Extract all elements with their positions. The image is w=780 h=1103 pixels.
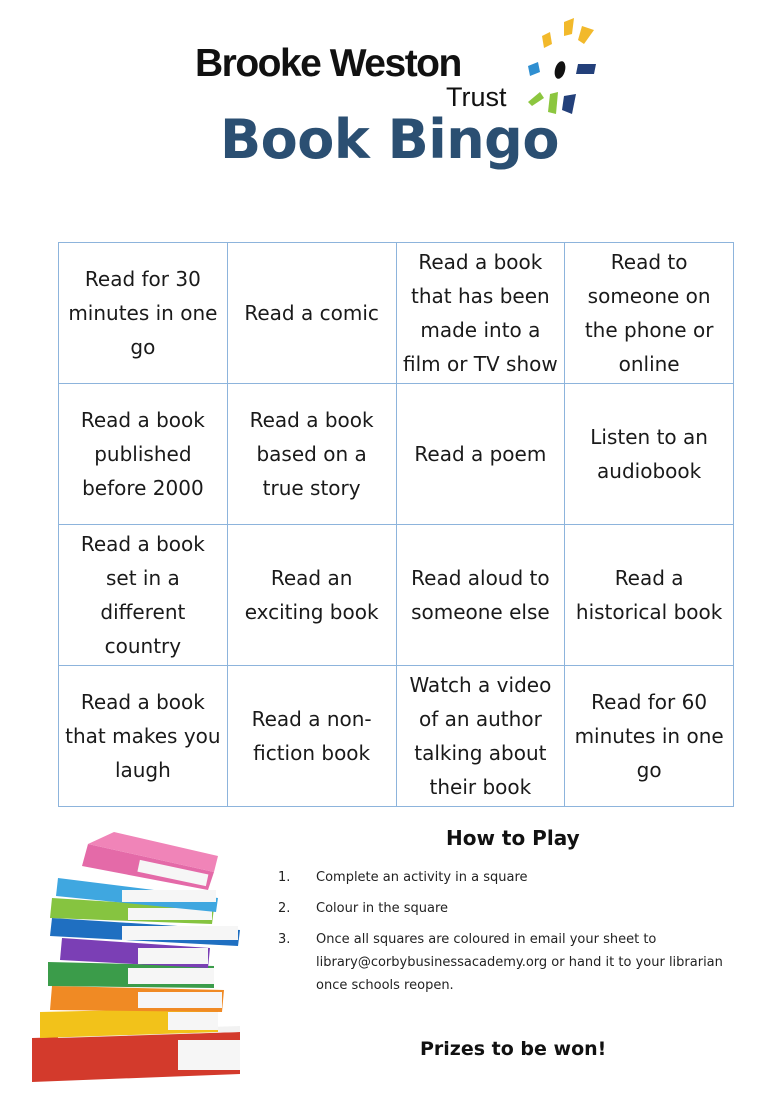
step-text: Colour in the square	[316, 901, 449, 916]
bingo-square[interactable]: Read a book based on a true story	[227, 384, 396, 525]
bingo-grid	[58, 242, 734, 807]
step-text: Complete an activity in a square	[316, 870, 528, 885]
bingo-square[interactable]: Read a non-fiction book	[227, 666, 396, 807]
prizes-note: Prizes to be won!	[420, 1038, 607, 1060]
list-item	[278, 928, 748, 997]
brand-name: Brooke Weston	[195, 42, 461, 85]
brand-sub: Trust	[446, 82, 507, 112]
bingo-square[interactable]: Read for 30 minutes in one go	[59, 243, 228, 384]
step-number: 2.	[278, 901, 291, 916]
bingo-square[interactable]: Read for 60 minutes in one go	[565, 666, 734, 807]
bingo-square[interactable]: Read to someone on the phone or online	[565, 243, 734, 384]
bingo-row	[59, 666, 734, 807]
bingo-square[interactable]: Listen to an audiobook	[565, 384, 734, 525]
book-stack-icon	[18, 826, 254, 1096]
bingo-square[interactable]: Read a book published before 2000	[59, 384, 228, 525]
step-number: 1.	[278, 870, 291, 885]
bingo-square[interactable]: Watch a video of an author talking about their book	[396, 666, 565, 807]
how-to-play-title: How to Play	[446, 826, 580, 850]
bingo-row	[59, 243, 734, 384]
instructions-list	[278, 866, 748, 1005]
bingo-row	[59, 384, 734, 525]
bingo-square[interactable]: Read a comic	[227, 243, 396, 384]
bingo-square[interactable]: Read a book that makes you laugh	[59, 666, 228, 807]
step-number: 3.	[278, 932, 291, 947]
bingo-square[interactable]: Read an exciting book	[227, 525, 396, 666]
bingo-row	[59, 525, 734, 666]
page-title: Book Bingo	[220, 108, 559, 171]
bingo-square[interactable]: Read a book set in a different country	[59, 525, 228, 666]
header	[0, 0, 780, 200]
bingo-square[interactable]: Read a poem	[396, 384, 565, 525]
list-item	[278, 897, 748, 920]
bingo-square[interactable]: Read a historical book	[565, 525, 734, 666]
bingo-square[interactable]: Read aloud to someone else	[396, 525, 565, 666]
list-item	[278, 866, 748, 889]
step-text: Once all squares are coloured in email your sheet to library@corbybusinessacademy.org or hand it to your librarian once schools reopen.	[316, 932, 723, 993]
bingo-square[interactable]: Read a book that has been made into a film or TV show	[396, 243, 565, 384]
